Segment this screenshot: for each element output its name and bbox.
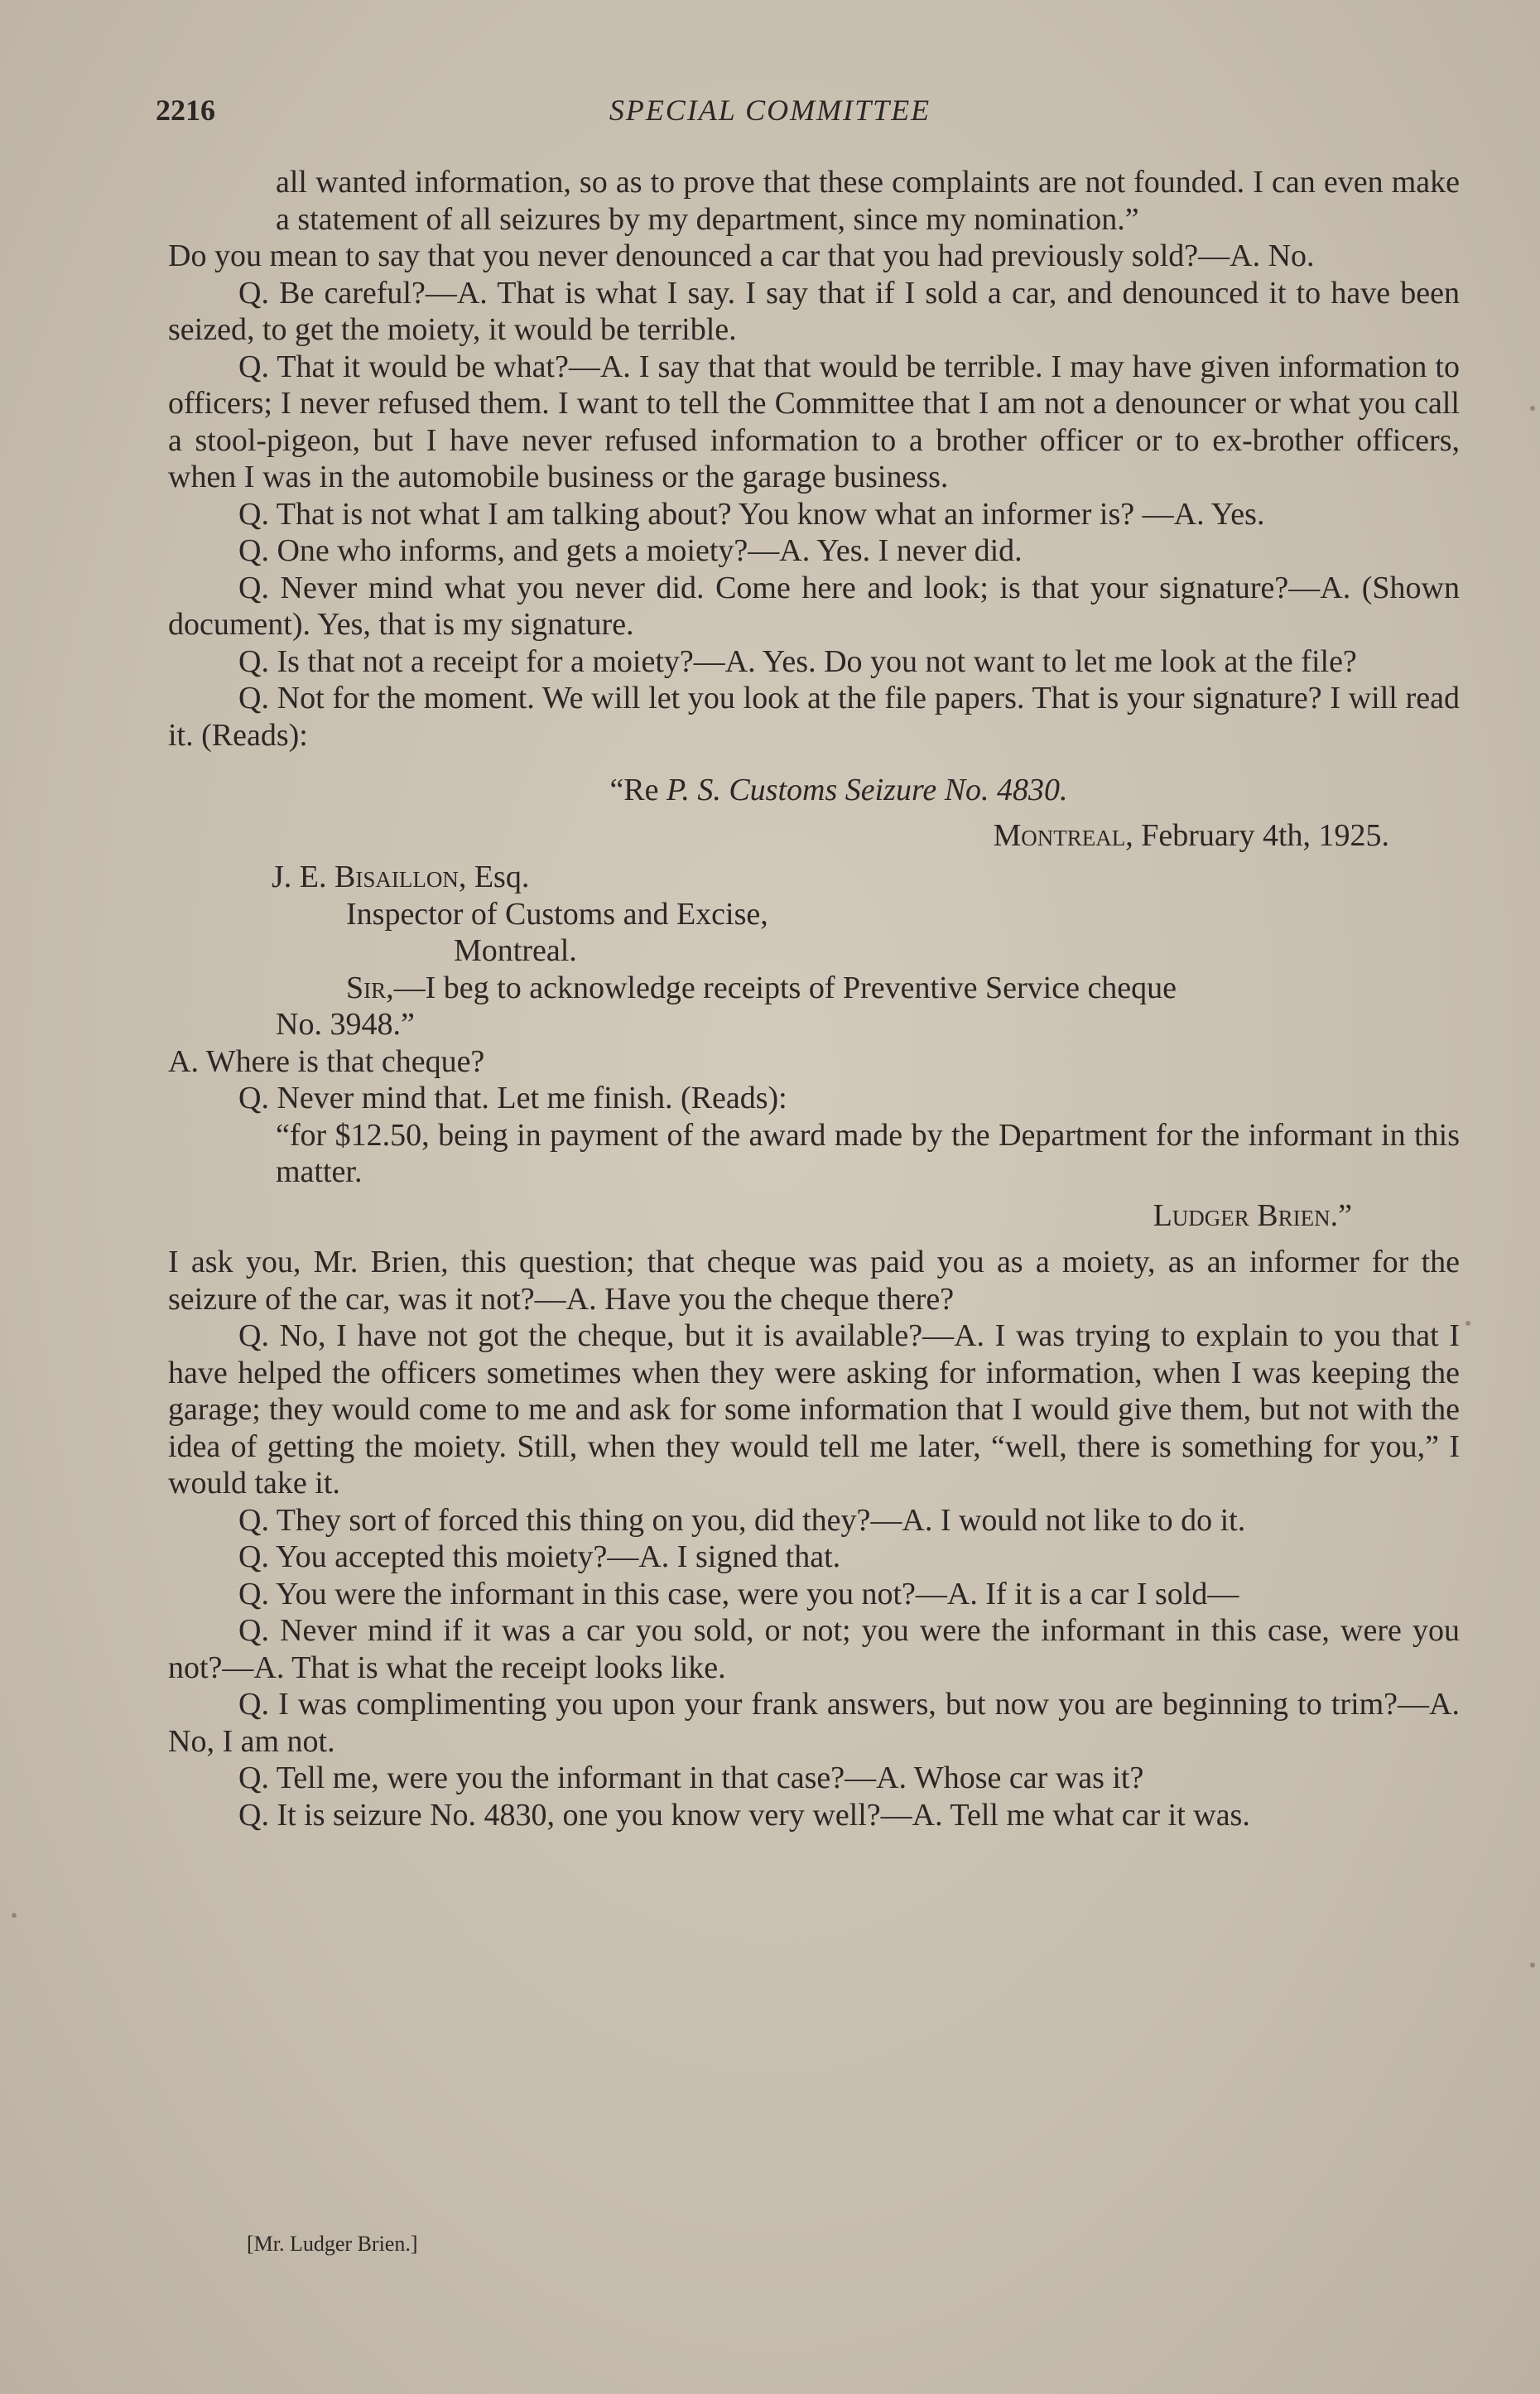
letter-addressee-title: Inspector of Customs and Excise,: [346, 896, 768, 932]
letter-dateline: [168, 817, 1460, 855]
qa-paragraph: Q. Not for the moment. We will let you look at the file papers. That is your signature? I will read it. (Reads):: [168, 681, 1460, 753]
page-speck: [12, 1913, 17, 1918]
quoted-statement: all wanted information, so as to prove that these complaints are not founded. I can even make a statement of all seizures by my department, since my nomination.”: [276, 165, 1460, 237]
signature-close-quote: ”: [1338, 1197, 1352, 1233]
qa-paragraph: Q. Is that not a receipt for a moiety?—A. Yes. Do you not want to let me look at the file?: [238, 643, 1357, 679]
letter-salutation: Sir: [346, 970, 387, 1005]
qa-paragraph: Q. It is seizure No. 4830, one you know very well?—A. Tell me what car it was.: [238, 1797, 1250, 1833]
qa-paragraph: Q. Never mind if it was a car you sold, or not; you were the informant in this case, were you not?—A. That is what the receipt looks like.: [168, 1613, 1460, 1685]
letter-body-end: No. 3948.”: [276, 1007, 415, 1042]
letter-addressee-city: Montreal.: [454, 933, 577, 968]
page-speck: [1530, 406, 1535, 411]
letter-heading: [168, 772, 1460, 809]
qa-paragraph: Q. That is not what I am talking about? You know what an informer is? —A. Yes.: [238, 496, 1265, 532]
document-body: [168, 164, 1460, 1833]
qa-paragraph: Q. Tell me, were you the informant in that case?—A. Whose car was it?: [238, 1761, 1144, 1795]
letter-heading-title: P. S. Customs Seizure No. 4830.: [667, 773, 1068, 807]
addressee-name: Bisaillon: [334, 860, 459, 894]
letter-body: [346, 970, 1460, 1007]
dateline-date: , February 4th, 1925.: [1125, 817, 1389, 853]
dateline-place: Montreal: [993, 817, 1126, 853]
question-paragraph: Do you mean to say that you never denounced a car that you had previously sold?—A. No.: [168, 238, 1315, 273]
qa-paragraph: Q. One who informs, and gets a moiety?—A. Yes. I never did.: [238, 533, 1023, 568]
running-head: SPECIAL COMMITTEE: [609, 94, 931, 127]
qa-paragraph: Q. You were the informant in this case, were you not?—A. If it is a car I sold—: [238, 1576, 1239, 1611]
letter-addressee: [272, 859, 1460, 896]
letter-body-text: ,—I beg to acknowledge receipts of Preventive Service cheque: [386, 970, 1177, 1005]
witness-footnote: [Mr. Ludger Brien.]: [247, 2232, 418, 2256]
qa-paragraph: Q. You accepted this moiety?—A. I signed that.: [238, 1539, 841, 1574]
page-speck: [1530, 1963, 1535, 1968]
qa-paragraph: Q. No, I have not got the cheque, but it is available?—A. I was trying to explain to you that I have helped the officers sometimes when they were asking for information, when I was keeping the garage; they would come to me and ask for some information that I would give them, but not with the idea of getting the moiety. Still, when they would tell me later, “well, there is something for you,” I would take it.: [168, 1318, 1460, 1500]
page-header: [0, 93, 1540, 134]
signature-name: Ludger Brien.: [1153, 1197, 1339, 1233]
addressee-initials: J. E.: [272, 860, 334, 894]
page-speck: [1465, 1321, 1470, 1326]
letter-heading-prefix: “Re: [609, 773, 667, 807]
question-paragraph: I ask you, Mr. Brien, this question; that cheque was paid you as a moiety, as an informer for the seizure of the car, was it not?—A. Have you the cheque there?: [168, 1245, 1460, 1317]
receipt-signature: [168, 1197, 1460, 1235]
qa-paragraph: Q. They sort of forced this thing on you, did they?—A. I would not like to do it.: [238, 1502, 1246, 1538]
qa-paragraph: Q. Never mind that. Let me finish. (Reads):: [238, 1081, 787, 1115]
answer-paragraph: A. Where is that cheque?: [168, 1043, 485, 1079]
qa-paragraph: Q. That it would be what?—A. I say that that would be terrible. I may have given information to officers; I never refused them. I want to tell the Committee that I am not a denouncer or what you call a stool-pigeon, but I have never refused information to a brother officer or to ex-brother officers, when I was in the automobile business or the garage business.: [168, 349, 1460, 494]
addressee-suffix: , Esq.: [458, 860, 530, 894]
qa-paragraph: Q. I was complimenting you upon your frank answers, but now you are beginning to trim?—A. No, I am not.: [168, 1687, 1460, 1759]
qa-paragraph: Q. Be careful?—A. That is what I say. I say that if I sold a car, and denounced it to have been seized, to get the moiety, it would be terrible.: [168, 275, 1460, 347]
page-number: 2216: [156, 94, 215, 127]
quoted-receipt: “for $12.50, being in payment of the award made by the Department for the informant in this matter.: [276, 1117, 1460, 1189]
qa-paragraph: Q. Never mind what you never did. Come here and look; is that your signature?—A. (Shown document). Yes, that is my signature.: [168, 570, 1460, 642]
